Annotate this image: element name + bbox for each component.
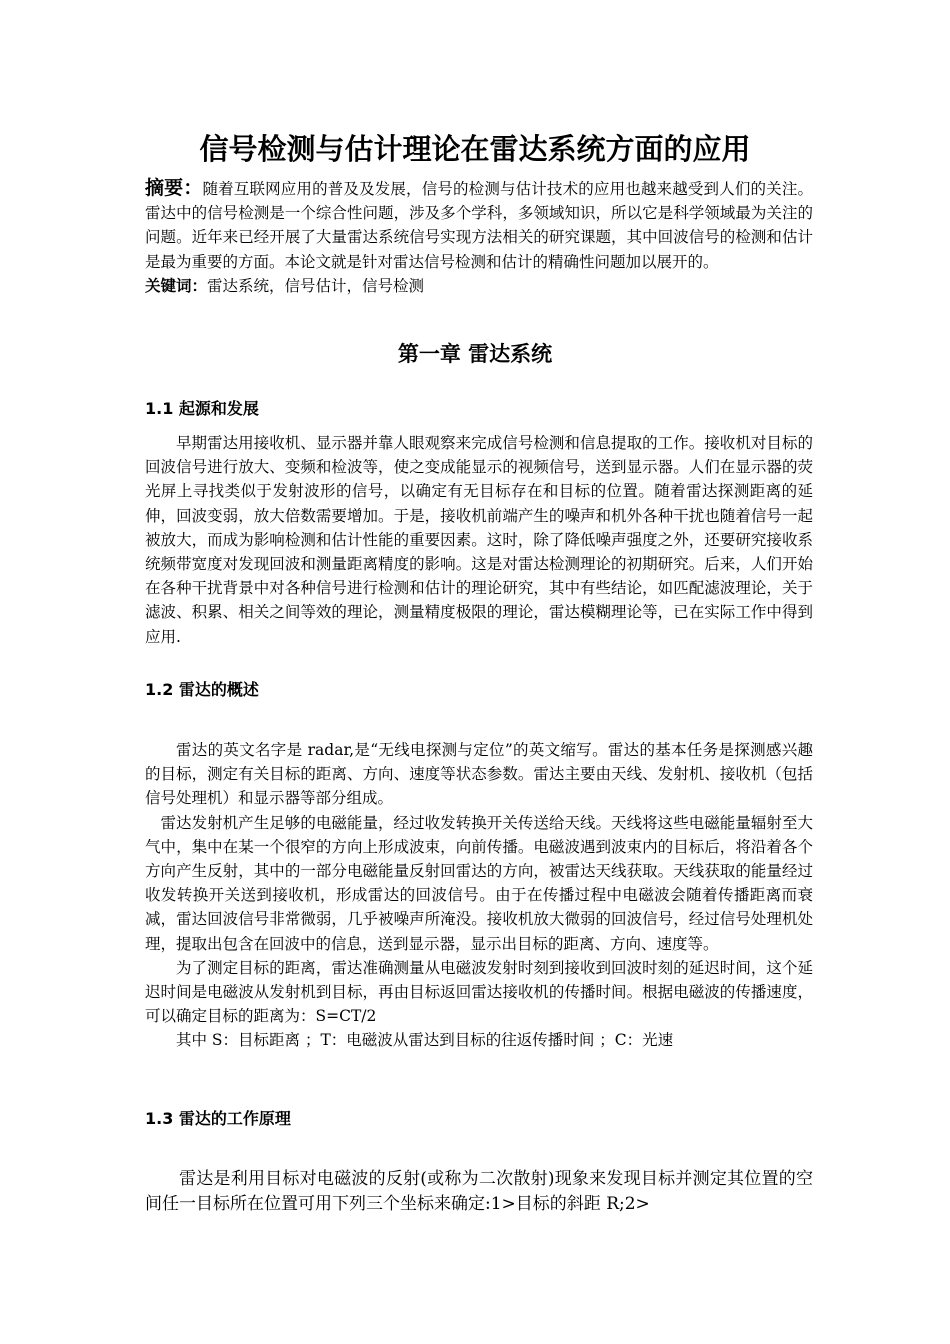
section-heading-1-3: 1.3 雷达的工作原理: [145, 1109, 291, 1128]
keywords-line: [145, 274, 813, 298]
section-1-2-paragraph-4: 其中 S：目标距离 ；T：电磁波从雷达到目标的往返传播时间 ；C：光速: [176, 1031, 674, 1050]
keywords-text: 雷达系统，信号估计，信号检测: [207, 276, 425, 295]
document-title: 信号检测与估计理论在雷达系统方面的应用: [199, 132, 751, 166]
section-heading-1-1: 1.1 起源和发展: [145, 399, 259, 418]
section-1-2-paragraph-1: 雷达的英文名字是 radar,是“无线电探测与定位”的英文缩写。雷达的基本任务是探测感兴趣的目标，测定有关目标的距离、方向、速度等状态参数。雷达主要由天线、发射机、接收机（包括信号处理机）和显示器等部分组成。: [145, 741, 813, 808]
section-1-2-paragraph-2: 雷达发射机产生足够的电磁能量，经过收发转换开关传送给天线。天线将这些电磁能量辐射至大气中，集中在某一个很窄的方向上形成波束，向前传播。电磁波遇到波束内的目标后，将沿着各个方向产生反射，其中的一部分电磁能量反射回雷达的方向，被雷达天线获取。天线获取的能量经过收发转换开关送到接收机，形成雷达的回波信号。由于在传播过程中电磁波会随着传播距离而衰减，雷达回波信号非常微弱，几乎被噪声所淹没。接收机放大微弱的回波信号，经过信号处理机处理，提取出包含在回波中的信息，送到显示器，显示出目标的距离、方向、速度等。: [145, 813, 813, 953]
section-heading-1-2: 1.2 雷达的概述: [145, 680, 259, 699]
chapter-title: 第一章 雷达系统: [397, 342, 553, 366]
keywords-label: 关键词：: [145, 276, 208, 295]
section-1-2-body: [145, 738, 813, 1053]
abstract-block: [145, 176, 813, 298]
section-1-1-body: [145, 431, 813, 649]
section-1-2-paragraph-3: 为了测定目标的距离，雷达准确测量从电磁波发射时刻到接收到回波时刻的延迟时间，这个延迟时间是电磁波从发射机到目标，再由目标返回雷达接收机的传播时间。根据电磁波的传播速度，可以确定目标的距离为：S=CT/2: [145, 958, 813, 1026]
abstract-label: 摘要：: [145, 177, 203, 199]
section-1-3-paragraph: 雷达是利用目标对电磁波的反射(或称为二次散射)现象来发现目标并测定其位置的空间任一目标所在位置可用下列三个坐标来确定:1>目标的斜距 R;2>: [145, 1169, 813, 1214]
section-1-3-body: [145, 1167, 813, 1217]
section-1-1-paragraph: 早期雷达用接收机、显示器并靠人眼观察来完成信号检测和信息提取的工作。接收机对目标的回波信号进行放大、变频和检波等，使之变成能显示的视频信号，送到显示器。人们在显示器的荧光屏上寻找类似于发射波形的信号，以确定有无目标存在和目标的位置。随着雷达探测距离的延伸，回波变弱，放大倍数需要增加。于是，接收机前端产生的噪声和机外各种干扰也随着信号一起被放大，而成为影响检测和估计性能的重要因素。这时，除了降低噪声强度之外，还要研究接收系统频带宽度对发现回波和测量距离精度的影响。这是对雷达检测理论的初期研究。后来，人们开始在各种干扰背景中对各种信号进行检测和估计的理论研究，其中有些结论，如匹配滤波理论，关于滤波、积累、相关之间等效的理论，测量精度极限的理论，雷达模糊理论等，已在实际工作中得到应用.: [145, 434, 813, 646]
abstract-text: 随着互联网应用的普及及发展，信号的检测与估计技术的应用也越来越受到人们的关注。雷达中的信号检测是一个综合性问题，涉及多个学科，多领域知识，所以它是科学领域最为关注的问题。近年来已经开展了大量雷达系统信号实现方法相关的研究课题，其中回波信号的检测和估计是最为重要的方面。本论文就是针对雷达信号检测和估计的精确性问题加以展开的。: [145, 180, 813, 271]
abstract-paragraph: [145, 176, 813, 274]
